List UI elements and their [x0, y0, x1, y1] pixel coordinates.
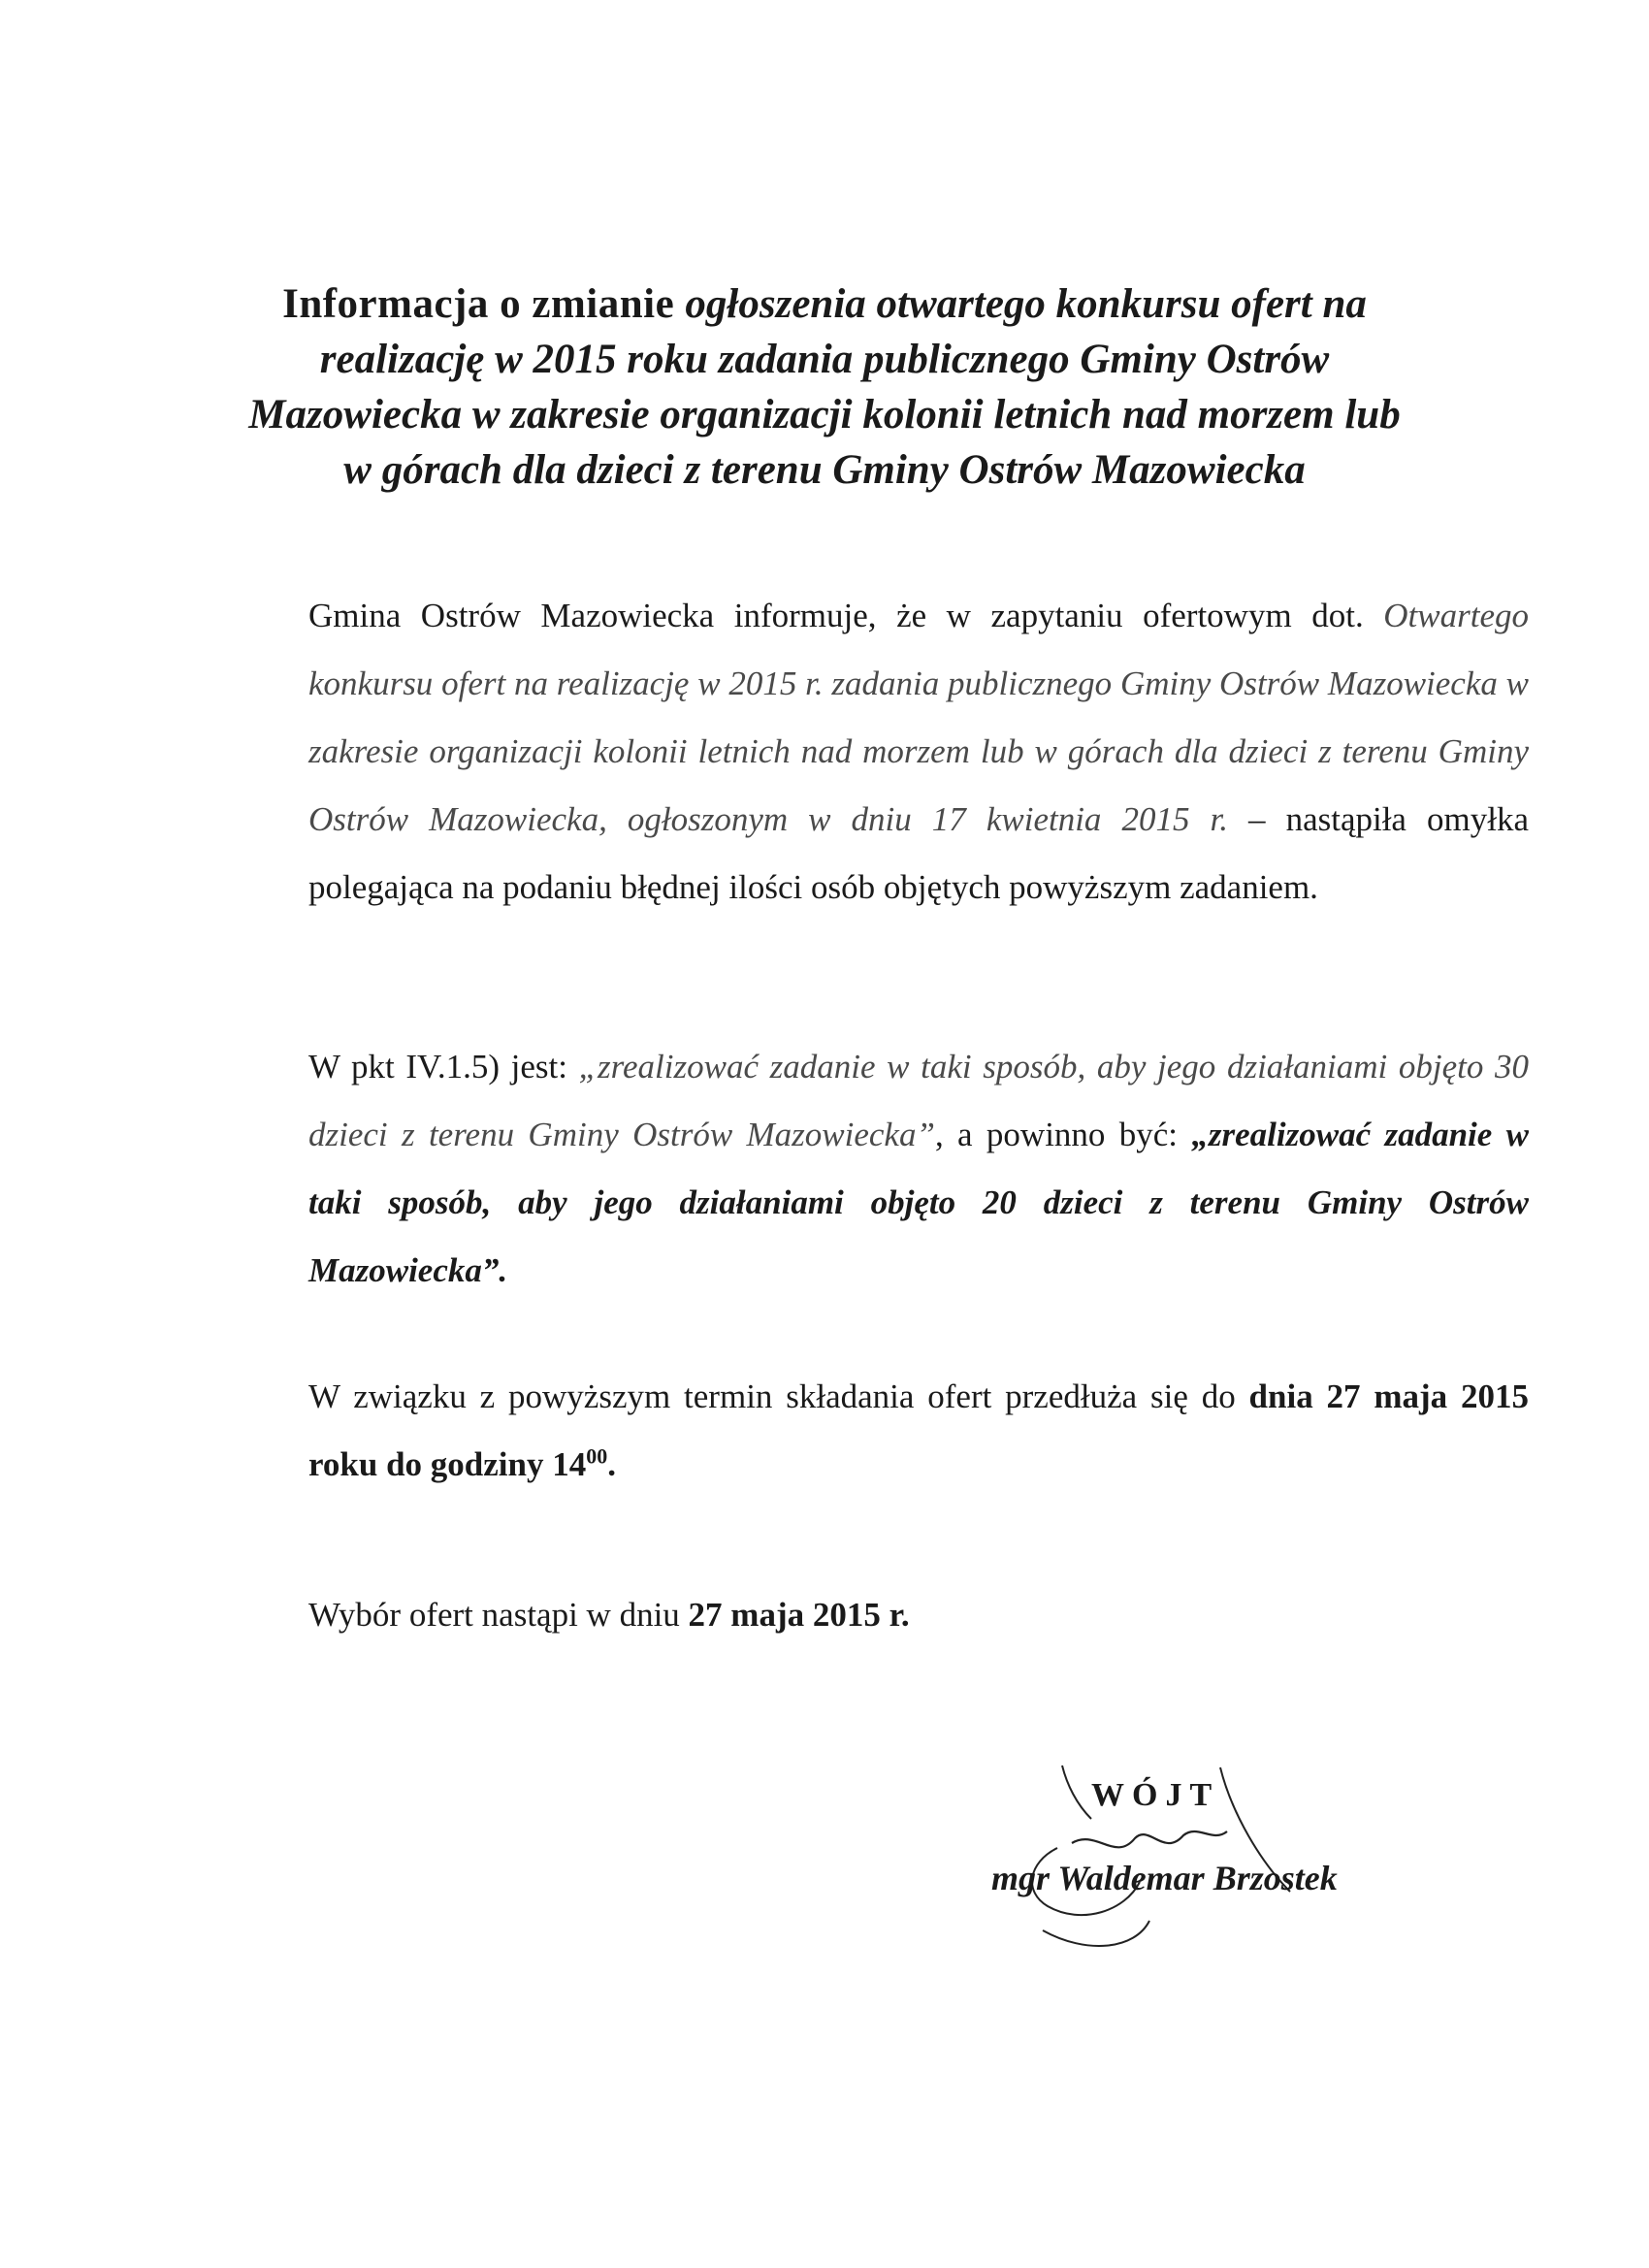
paragraph-announcement — [215, 582, 1529, 922]
paragraph3-intro: W związku z powyższym termin składania ofert przedłuża się do — [308, 1377, 1249, 1415]
paragraph4-intro: Wybór ofert nastąpi w dniu — [308, 1596, 689, 1634]
paragraph3-deadline: dnia 27 maja 2015 roku do godziny 14 — [308, 1377, 1530, 1483]
title-lead: Informacja o zmianie — [282, 281, 686, 327]
paragraph1-error-note: – nastąpiła omyłka polegająca na podaniu błędnej ilości osób objętych powyższym zadaniem. — [308, 800, 1529, 906]
title-rest: ogłoszenia otwartego konkursu ofert na realizację w 2015 roku zadania publicznego Gminy Ostrów Mazowiecka w zakresie organizacji kolonii letnich nad morzem lub w górach dla dzieci z terenu Gminy Ostrów Mazowiecka — [248, 281, 1401, 493]
paragraph1-intro: Gmina Ostrów Mazowiecka informuje, że w zapytaniu ofertowym dot. — [308, 597, 1384, 634]
paragraph4-date: 27 maja 2015 r. — [688, 1596, 910, 1634]
paragraph-correction — [215, 1033, 1529, 1305]
signature-title: WÓJT — [1091, 1777, 1220, 1813]
paragraph3-minutes-sup: 00 — [586, 1443, 608, 1469]
document-title — [242, 276, 1406, 498]
paragraph1-contest-name: Otwartego konkursu ofert na realizację w 2015 r. zadania publicznego Gminy Ostrów Mazowiecka w zakresie organizacji kolonii letnich nad morzem lub w górach dla dzieci z terenu Gminy Ostrów Mazowiecka, ogłoszonym w dniu 17 kwietnia 2015 r. — [308, 597, 1529, 838]
paragraph2-old-text: „zrealizować zadanie w taki sposób, aby jego działaniami objęto 30 dzieci z terenu Gminy Ostrów Mazowiecka” — [308, 1048, 1529, 1153]
paragraph2-new-text: „zrealizować zadanie w taki sposób, aby jego działaniami objęto 20 dzieci z terenu Gminy Ostrów Mazowiecka”. — [308, 1116, 1530, 1289]
paragraph2-connector: , a powinno być: — [934, 1116, 1192, 1153]
paragraph-deadline — [215, 1363, 1529, 1499]
signature-stamp — [970, 1746, 1406, 1979]
signature-name: mgr Waldemar Brzostek — [991, 1859, 1338, 1897]
paragraph-selection-date — [215, 1581, 1529, 1649]
paragraph3-period: . — [607, 1445, 616, 1483]
paragraph2-intro: W pkt IV.1.5) jest: — [308, 1048, 579, 1085]
